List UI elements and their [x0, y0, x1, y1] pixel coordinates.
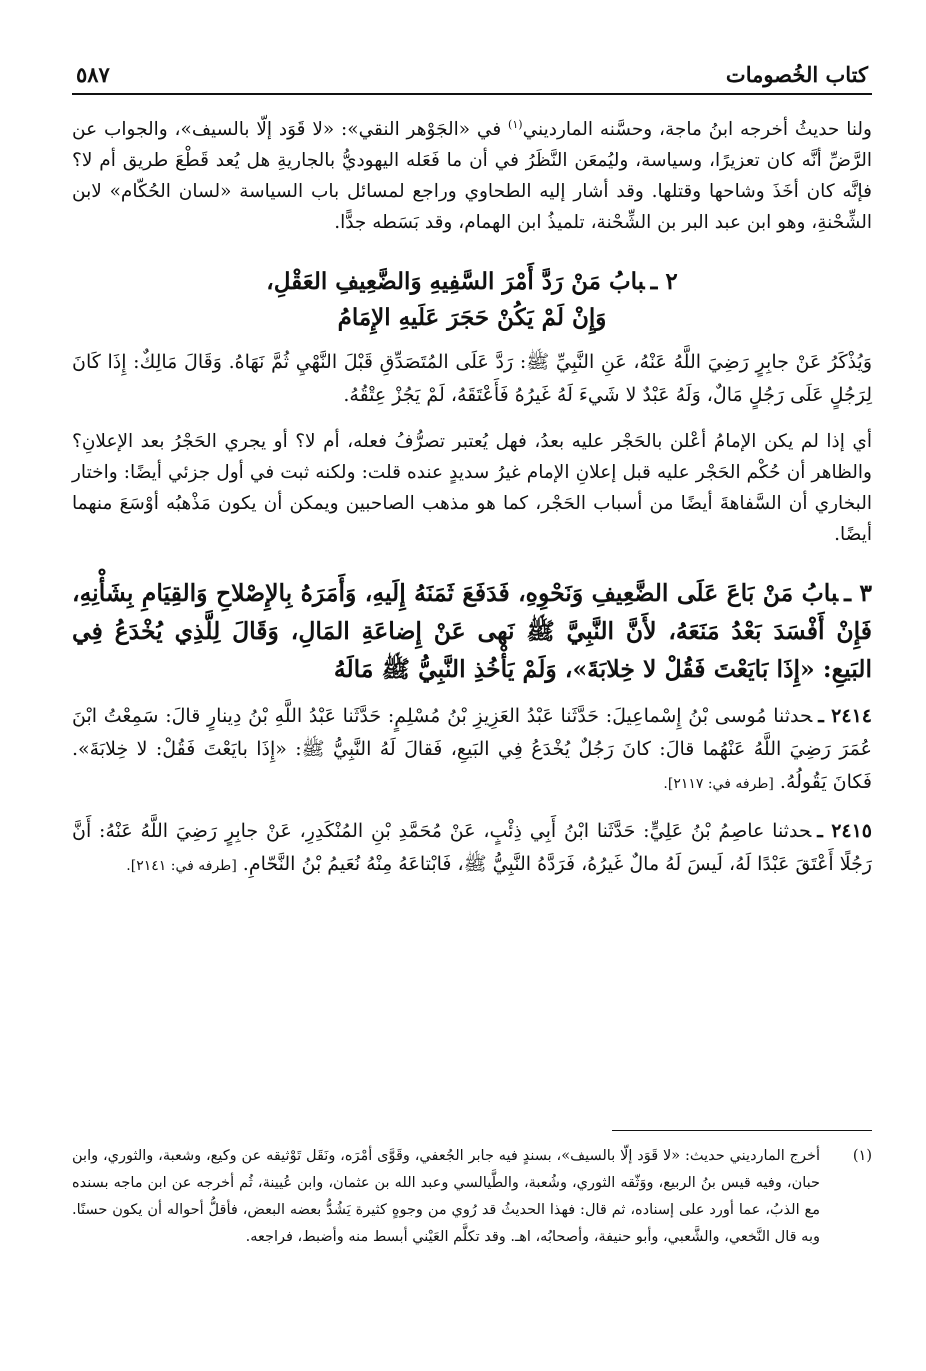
- footnotes-section: [72, 1130, 872, 1251]
- chapter-heading-3: [72, 574, 872, 688]
- chapter-heading-2: [72, 264, 872, 336]
- hadith-text: حدثنا مُوسى بْنُ إِسْماعِيلَ: حَدَّثَنا عَبْدُ العَزِيزِ بْنُ مُسْلِمٍ: حَدَّثَنا عَبْدُ اللَّهِ بْنُ دِينارٍ قالَ: سَمِعْتُ ابْنَ عُمَرَ رَضِيَ اللَّهُ عَنْهُما قالَ: كانَ رَجُلٌ يُخْدَعُ فِي البَيعِ، فَقالَ لَهُ النَّبِيُّ ﷺ: «إِذَا بايَعْتَ فَقُلْ: لا خِلابَةَ». فَكانَ يَقُولُهُ.: [72, 705, 872, 794]
- page-header: [72, 55, 872, 95]
- chapter-number: ٣ ـ: [844, 579, 872, 608]
- hadith-2414: [72, 700, 872, 801]
- chapter-title-line1: بابُ مَنْ رَدَّ أَمْرَ السَّفِيهِ وَالضَّعِيفِ العَقْلِ،: [266, 268, 645, 296]
- footnote-separator: [612, 1130, 872, 1131]
- hadith-number: ٢٤١٤ ـ: [818, 705, 872, 728]
- hadith-cross-reference[interactable]: [طرفه في: ٢١٤١].: [126, 858, 237, 875]
- chapter-title: بابُ مَنْ بَاعَ عَلَى الضَّعِيفِ وَنَحْوِهِ، فَدَفَعَ ثَمَنَهُ إِلَيهِ، وَأَمَرَهُ بِالإِصْلاحِ وَالقِيَامِ بِشَأْنِهِ، فَإِنْ أَفْسَدَ بَعْدُ مَنَعَهُ، لأَنَّ النَّبِيَّ ﷺ نَهى عَنْ إِضاعَةِ المَالِ، وَقَالَ لِلَّذِي يُخْدَعُ فِي البَيعِ: «إِذَا بَايَعْتَ فَقُلْ لا خِلابَةَ»، وَلَمْ يَأْخُذِ النَّبِيُّ ﷺ مَالَهُ: [72, 579, 872, 684]
- hadith-2415: [72, 815, 872, 883]
- footnote-marker: (١): [852, 1148, 872, 1164]
- book-page: [72, 55, 872, 883]
- chapter-commentary: أي إذا لم يكن الإمامُ أعْلن بالحَجْر عليه بعدُ، فهل يُعتبر تصرُّفُ فعله، أم لا؟ أو يجري الحَجْرُ بعد الإعلانِ؟ والظاهر أن حُكْم الحَجْر عليه قبل إعلانِ الإمام غيرُ سديدٍ عنده قلت: ولكنه ثبت في أول جزئي أيضًا: واختار البخاري أن السَّفاهةَ أيضًا من أسباب الحَجْر، كما هو مذهب الصاحبين ويمكن أن يكون مَذْهبُه أوْسَعَ منهما أيضًا.: [72, 431, 872, 546]
- commentary-paragraph: [72, 109, 872, 238]
- footnote-1: [72, 1143, 872, 1251]
- chapter-taliq: وَيُذْكَرُ عَنْ جابِرٍ رَضِيَ اللَّهُ عَنْهُ، عَنِ النَّبِيِّ ﷺ: رَدَّ عَلَى المُتَصَدِّقِ قَبْلَ النَّهْيِ ثُمَّ نَهَاهُ. وَقَالَ مَالِكٌ: إِذَا كَانَ لِرَجُلٍ عَلَى رَجُلٍ مَالٌ، وَلَهُ عَبْدٌ لا شَيءَ لَهُ غَيرُهُ فَأَعْتَقَهُ، لَمْ يَجُزْ عِتْقُهُ.: [72, 351, 872, 407]
- chapter-number: ٢ ـ: [650, 268, 678, 296]
- commentary-text-after-note: في «الجَوْهر النقي»: «لا قَوَد إلّا بالسيف»، والجواب عن الرَّضِّ أنَّه كان تعزيرًا، وسياسة، وليُمعَن النَّظَرُ في أن ما فَعَله اليهوديُّ بالجاريةِ هل يُعد قَطْعَ طريق أم لا؟ فإنَّه كان أخَذَ وشاحها وقتلها. وقد أشار إليه الطحاوي وراجع لمسائل باب السياسة «لسان الحُكّام» لابن الشِّحْنةِ، وهو ابن عبد البر بن الشِّحْنة، تلميذُ ابن الهمام، وقد بَسَطه جدًّا.: [72, 119, 872, 234]
- chapter-title-line2: وَإِنْ لَمْ يَكُنْ حَجَرَ عَلَيهِ الإِمَامُ: [337, 304, 607, 332]
- running-title: كتاب الخُصومات: [725, 62, 868, 87]
- footnote-text: أخرج المارديني حديث: «لا قَوَد إلّا بالسيف»، بسندٍ فيه جابر الجُعفي، وقَوَّى أمْرَه، ونَقَل تَوْثيقه عن وكيع، وشعبة، والثوري، وابن حبان، وفيه قيس بنُ الربيع، ووَثّقه الثوري، وشُعبة، والطَّيالسي وعبد الله بن عثمان، وابن عُيينة، ثُم أخرجه عن ابن ماجه بسنده مع الذبُ، عما أورد على إسناده، ثم قال: فهذا الحديثُ قد رُوي من وجوهٍ كثيرة يَشُدُّ بعضه البعض، فأقلُّ أحواله أن يكون حسنًا. وبه قال النَّخعي، والشَّعبي، وأبو حنيفة، وأصحابُه، اهـ. وقد تكلَّم العَيْني أبسط منه وأضبط، فراجعه.: [72, 1148, 820, 1245]
- hadith-text: حدثنا عاصِمُ بْنُ عَلِيٍّ: حَدَّثَنا ابْنُ أَبِي ذِئْبٍ، عَنْ مُحَمَّدِ بْنِ المُنْكَدِرِ، عَنْ جابِرٍ رَضِيَ اللَّهُ عَنْهُ: أَنَّ رَجُلًا أَعْتَقَ عَبْدًا لَهُ، لَيسَ لَهُ مالٌ غَيرُهُ، فَرَدَّهُ النَّبِيُّ ﷺ، فَابْتاعَهُ مِنْهُ نُعَيمُ بْنُ النَّحّامِ.: [72, 820, 872, 876]
- page-number: ٥٨٧: [76, 62, 110, 87]
- commentary-text-before-note: ولنا حديثُ أخرجه ابنُ ماجة، وحسَّنه المارديني: [522, 119, 872, 141]
- hadith-number: ٢٤١٥ ـ: [817, 820, 873, 843]
- footnote-reference[interactable]: (١): [508, 118, 523, 131]
- hadith-cross-reference[interactable]: [طرفه في: ٢١١٧].: [663, 776, 774, 793]
